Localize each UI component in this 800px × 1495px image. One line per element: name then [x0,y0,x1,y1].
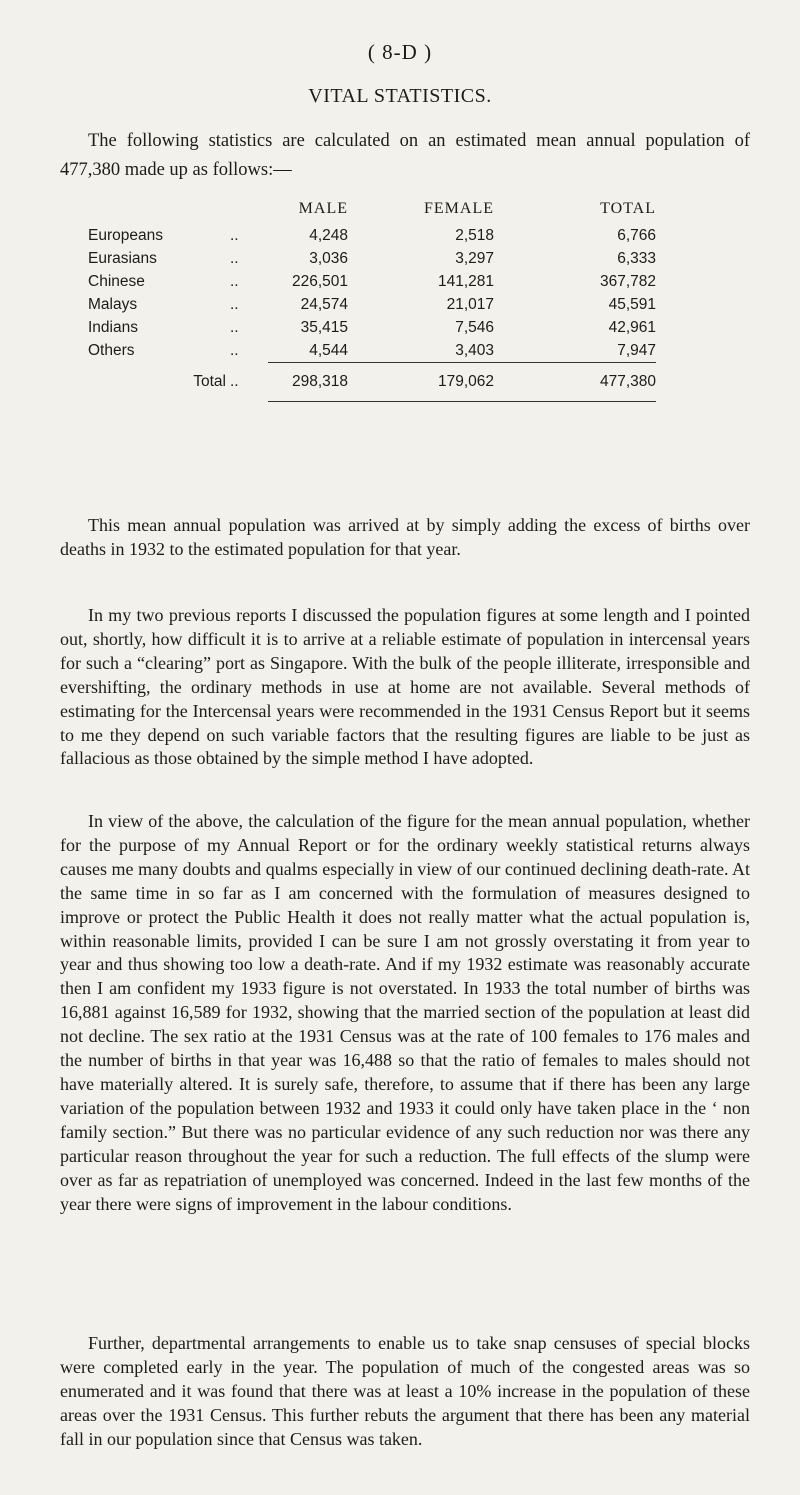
intro-paragraph: The following statistics are calculated on an estimated mean annual population of 477,380 made up as follows:— [60,131,750,180]
paragraph-mean-population: This mean annual population was arrived at by simply adding the excess of births over deaths in 1932 to the estimated population for that year. [60,515,750,559]
total-value: 367,782 [599,272,656,290]
male-value: 4,248 [309,226,348,244]
table-row [88,316,656,339]
leader-dots: .. [230,373,239,390]
table-total-row [88,363,656,402]
leader-dots: .. [230,226,239,244]
female-value: 2,518 [455,226,494,244]
male-value: 226,501 [291,272,348,290]
page-title: VITAL STATISTICS. [308,85,492,107]
table-row [88,270,656,293]
male-value: 4,544 [309,341,348,359]
total-value: 6,333 [617,249,656,267]
header-total: TOTAL [600,200,656,217]
total-female-value: 179,062 [348,363,494,402]
total-male-value: 298,318 [268,363,348,402]
grand-total-value: 477,380 [494,363,656,402]
row-label: Indians [88,318,138,336]
table-row [88,247,656,270]
population-table [88,194,656,402]
header-female: FEMALE [424,200,494,217]
paragraph-previous-reports: In my two previous reports I discussed the population figures at some length and I pointed out, shortly, how difficult it is to arrive at a reliable estimate of population in intercensal years for such a “clearing” port as Singapore. With the bulk of the people illiterate, irresponsible and evershifting, the ordinary methods in use at home are not available. Several methods of estimating for the Intercensal years were recommended in the 1931 Census Report but it seems to me they depend on such variable factors that the resulting figures are liable to be just as fallacious as those obtained by the simple method I have adopted. [60,605,750,769]
total-label: Total [193,373,226,390]
total-value: 7,947 [617,341,656,359]
male-value: 35,415 [300,318,348,336]
female-value: 7,546 [455,318,494,336]
female-value: 3,297 [455,249,494,267]
leader-dots: .. [230,295,239,313]
page-number: ( 8-D ) [367,40,433,64]
total-value: 45,591 [608,295,656,313]
table-row [88,293,656,316]
female-value: 141,281 [437,272,494,290]
male-value: 24,574 [300,295,348,313]
male-value: 3,036 [309,249,348,267]
row-label: Others [88,341,135,359]
female-value: 3,403 [455,341,494,359]
female-value: 21,017 [446,295,494,313]
header-male: MALE [298,200,348,217]
row-label: Europeans [88,226,163,244]
paragraph-calculation-doubts: In view of the above, the calculation of the figure for the mean annual population, whether for the purpose of my Annual Report or for the ordinary weekly statistical returns always causes me many doubts and qualms especially in view of our continued declining death-rate. At the same time in so far as I am concerned with the formulation of measures designed to improve or protect the Public Health it does not really matter what the actual population is, within reasonable limits, provided I can be sure I am not grossly overstating it from year to year and thus showing too low a death-rate. And if my 1932 estimate was reasonably accurate then I am confident my 1933 figure is not overstated. In 1933 the total number of births was 16,881 against 16,589 for 1932, showing that the married section of the population at least did not decline. The sex ratio at the 1931 Census was at the rate of 100 females to 176 males and the number of births in that year was 16,488 so that the ratio of females to males should not have materially altered. It is surely safe, therefore, to assume that if there has been any large variation of the population between 1932 and 1933 it could only have taken place in the ‘ non family section.” But there was no particular evidence of any such reduction nor was there any particular reason throughout the year for such a reduction. The full effects of the slump were over as far as repatriation of unemployed was concerned. Indeed in the last few months of the year there were signs of improvement in the labour conditions. [60,811,750,1214]
row-label: Chinese [88,272,145,290]
table-row [88,339,656,363]
leader-dots: .. [230,272,239,290]
total-value: 6,766 [617,226,656,244]
row-label: Eurasians [88,249,157,267]
leader-dots: .. [230,249,239,267]
leader-dots: .. [230,341,239,359]
table-row [88,224,656,247]
row-label: Malays [88,295,138,313]
paragraph-snap-censuses: Further, departmental arrangements to enable us to take snap censuses of special blocks were completed early in the year. The population of much of the congested areas was so enumerated and it was found that there was at least a 10% increase in the population of these areas over the 1931 Census. This further rebuts the argument that there has been any material fall in our population since that Census was taken. [60,1333,750,1449]
table-header-row [88,194,656,224]
total-value: 42,961 [608,318,656,336]
leader-dots: .. [230,318,239,336]
